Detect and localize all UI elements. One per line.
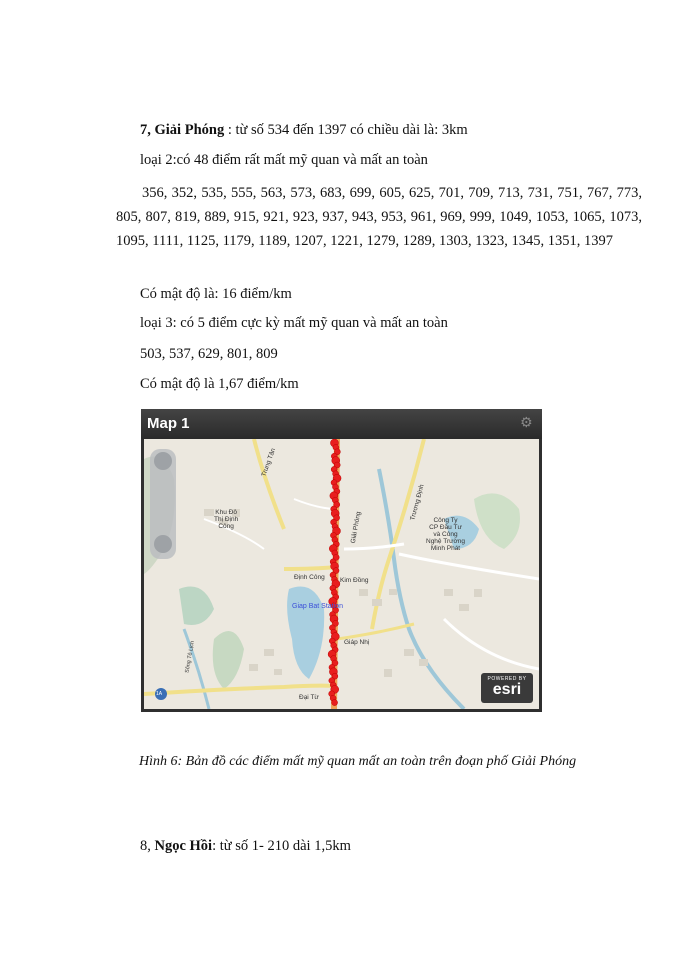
section7-street: Giải Phóng	[154, 122, 225, 138]
esri-logo[interactable]	[481, 673, 533, 703]
gear-icon[interactable]: ⚙	[520, 415, 533, 431]
label-route-shield: 1A	[156, 691, 163, 697]
label-company: Công Ty CP Đầu Tư và Công Nghệ Trường Minh Phát	[426, 517, 465, 552]
section8-number: 8,	[140, 838, 155, 854]
esri-logo-text: esri	[492, 681, 522, 698]
figure-caption: Hình 6: Bản đồ các điểm mất mỹ quan mất an toàn trên đoạn phố Giải Phóng	[139, 754, 577, 769]
type3-house-numbers: 503, 537, 629, 801, 809	[140, 346, 278, 362]
label-truong-dinh: Trương Định	[409, 483, 426, 522]
section7-heading	[140, 122, 468, 139]
map-title: Map 1	[147, 415, 190, 432]
type2-description: loại 2:có 48 điểm rất mất mỹ quan và mất an toàn	[140, 152, 428, 168]
label-giai-phong: Giải Phóng	[349, 511, 363, 544]
esri-powered-by: POWERED BY	[487, 676, 527, 682]
label-trung-tan: Trung Tân	[260, 447, 278, 478]
map-widget	[141, 409, 542, 712]
label-dinh-cong: Định Công	[294, 574, 325, 581]
label-song-to-lich: Sông Tô Lịch	[184, 640, 196, 674]
label-giap-nhi: Giáp Nhị	[344, 639, 370, 646]
type2-density: Có mật độ là: 16 điểm/km	[140, 286, 292, 302]
label-kim-dong: Kim Đồng	[340, 577, 369, 584]
type2-house-numbers: 356, 352, 535, 555, 563, 573, 683, 699, 605, 625, 701, 709, 713, 731, 751, 767, 773, 805, 807, 819, 889, 915, 921, 923, 937, 943, 953, 961, 969, 999, 1049, 1053, 1065, 1073, 1095, 1111, 1125, 1179, 1189, 1207, 1221, 1279, 1289, 1303, 1323, 1345, 1351, 1397	[116, 185, 642, 249]
map-canvas[interactable]	[144, 439, 539, 709]
zoom-in-icon	[154, 452, 172, 470]
section8-street: Ngọc Hồi	[154, 838, 213, 854]
zoom-out-icon	[154, 535, 172, 553]
label-station: Giap Bat Station	[292, 603, 343, 610]
map-header	[141, 409, 542, 439]
label-khu-do-thi: Khu Đô Thị Định Công	[214, 509, 239, 530]
section7-number: 7,	[140, 122, 155, 138]
section8-range: : từ số 1- 210 dài 1,5km	[212, 838, 351, 854]
label-dai-tu: Đại Từ	[299, 694, 319, 701]
section8-heading	[140, 838, 351, 855]
type3-density: Có mật độ là 1,67 điểm/km	[140, 376, 299, 392]
section7-range: : từ số 534 đến 1397 có chiều dài là: 3km	[224, 122, 468, 138]
type3-description: loại 3: có 5 điểm cực kỳ mất mỹ quan và mất an toàn	[140, 315, 448, 331]
incident-point[interactable]	[332, 700, 338, 706]
map-base	[144, 439, 539, 709]
